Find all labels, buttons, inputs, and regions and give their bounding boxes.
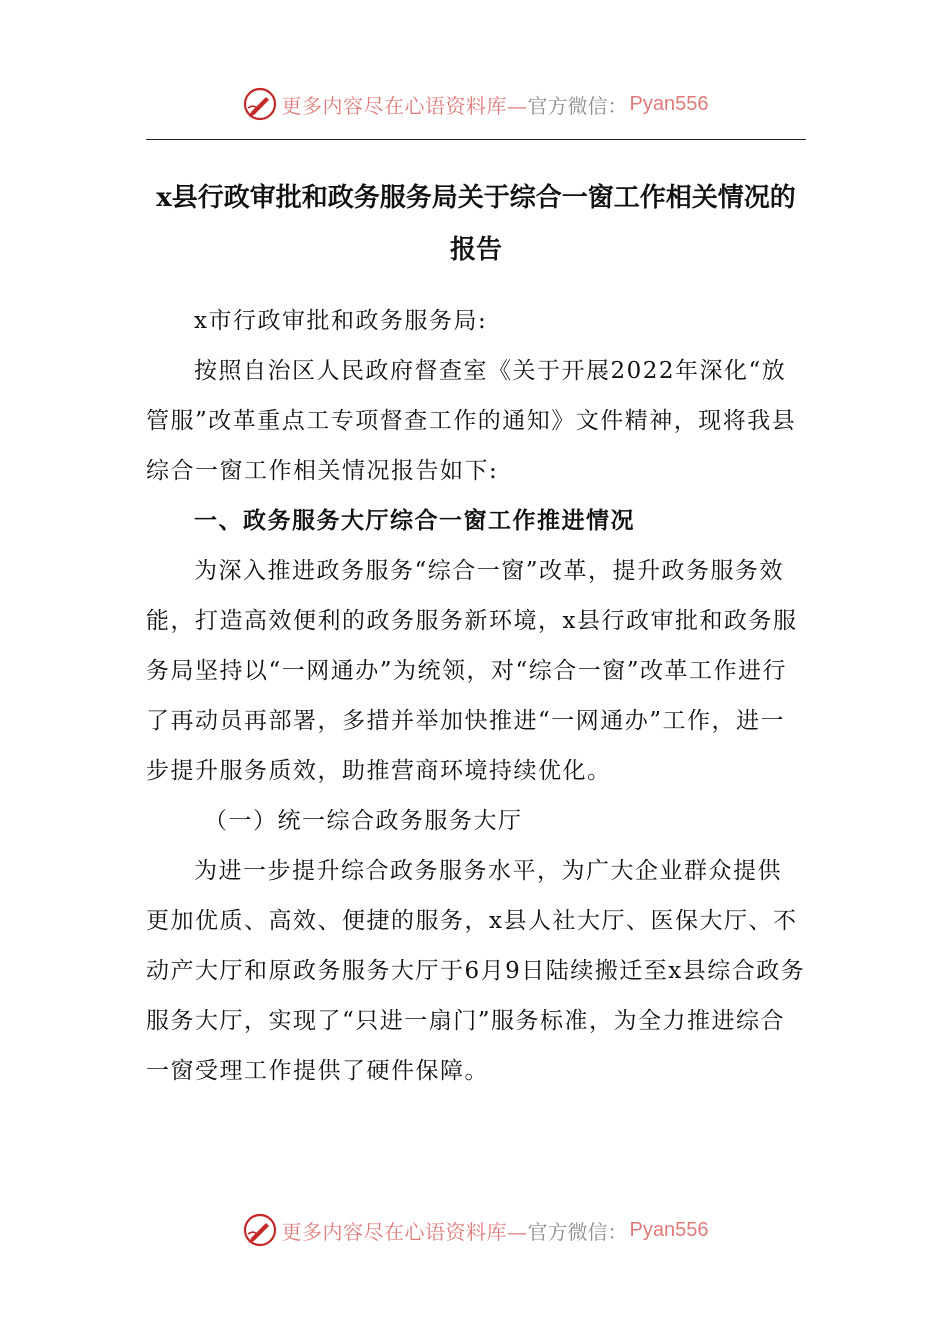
pen-circle-logo-icon bbox=[242, 1212, 278, 1248]
brand-text: 更多内容尽在心语资料库— bbox=[281, 93, 528, 118]
wechat-label: 官方微信： bbox=[527, 93, 628, 118]
wechat-id: Pyan556 bbox=[629, 92, 709, 115]
subsection-heading: （一）统一综合政务服务大厅 bbox=[204, 808, 523, 834]
subsection-paragraph: 为进一步提升综合政务服务水平，为广大企业群众提供更加优质、高效、便捷的服务，x县人社大厅、医保大厅、不动产大厅和原政务服务大厅于6月9日陆续搬迁至x县综合政务服务大厅，实现了“只进一扇门”服务标准，为全力推进综合一窗受理工作提供了硬件保障。 bbox=[146, 858, 806, 1084]
header-watermark-banner bbox=[0, 78, 950, 130]
section-heading: 一、政务服务大厅综合一窗工作推进情况 bbox=[194, 508, 635, 534]
brand-text: 更多内容尽在心语资料库— bbox=[281, 1219, 528, 1244]
section-paragraph: 为深入推进政务服务“综合一窗”改革，提升政务服务效能，打造高效便利的政务服务新环境，x县行政审批和政务服务局坚持以“一网通办”为统领，对“综合一窗”改革工作进行了再动员再部署，多措并举加快推进“一网通办”工作，进一步提升服务质效，助推营商环境持续优化。 bbox=[146, 558, 798, 784]
header-divider bbox=[146, 139, 806, 140]
footer-watermark-banner bbox=[0, 1204, 950, 1256]
wechat-label: 官方微信： bbox=[527, 1219, 628, 1244]
document-title: x县行政审批和政务服务局关于综合一窗工作相关情况的报告 bbox=[156, 183, 796, 265]
document-body bbox=[146, 296, 806, 1096]
intro-paragraph: 按照自治区人民政府督查室《关于开展2022年深化“放管服”改革重点工专项督查工作的通知》文件精神，现将我县综合一窗工作相关情况报告如下: bbox=[146, 358, 797, 484]
pen-circle-logo-icon bbox=[242, 86, 278, 122]
salutation: x市行政审批和政务服务局: bbox=[194, 308, 488, 334]
wechat-id: Pyan556 bbox=[629, 1218, 709, 1241]
